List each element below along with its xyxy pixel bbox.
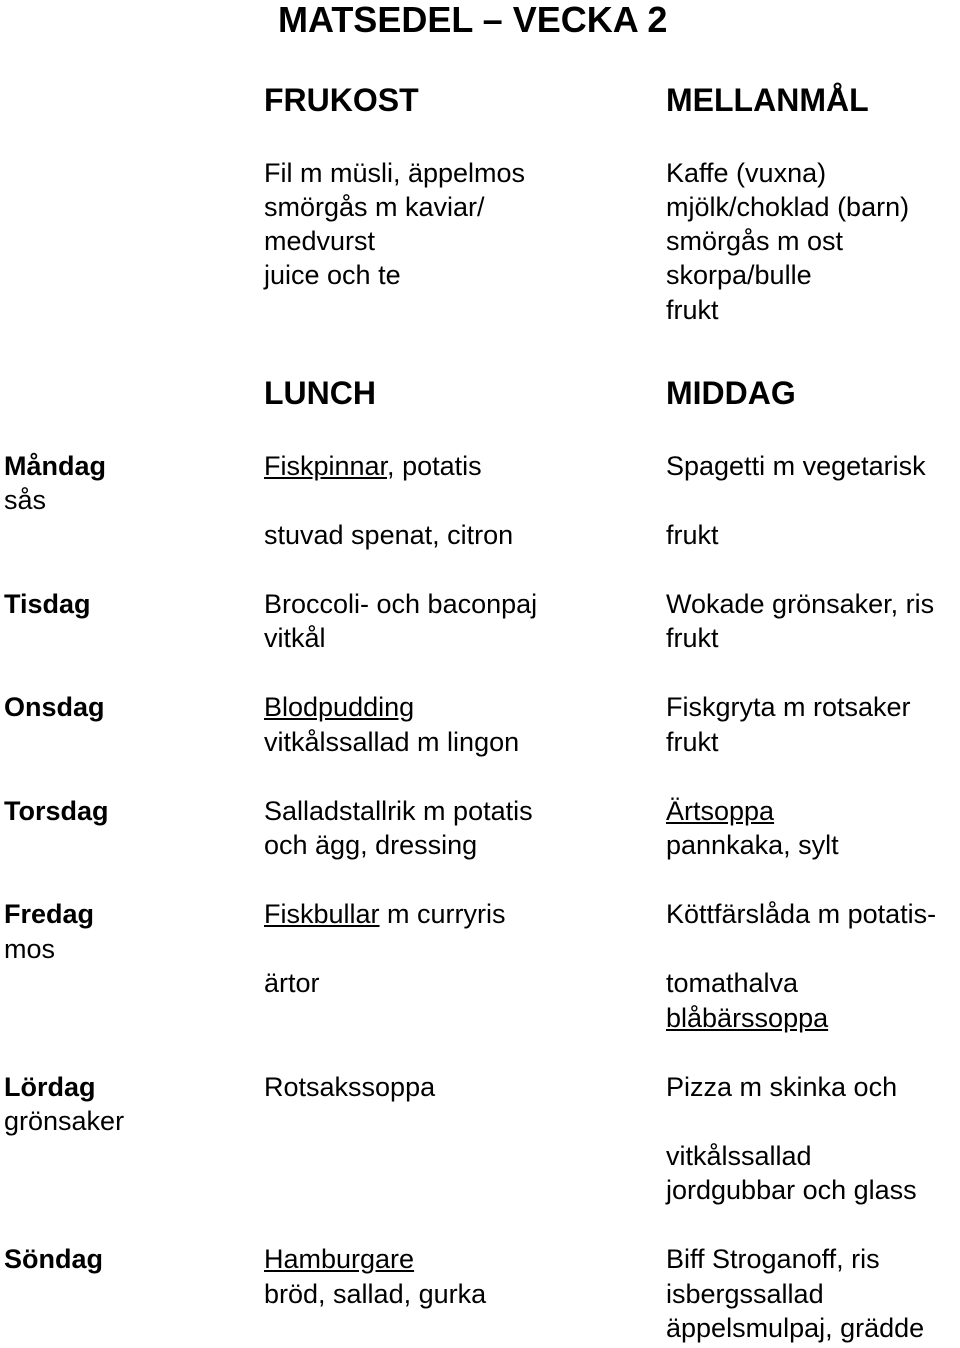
middag-line: tomathalva xyxy=(666,968,799,998)
frukost-line: smörgås m kaviar/ xyxy=(264,192,485,222)
day-continuation: sås xyxy=(4,485,47,515)
frukost-heading: FRUKOST xyxy=(264,82,419,118)
lunch-line: ärtor xyxy=(264,968,320,998)
middag-dessert: blåbärssoppa xyxy=(666,1003,829,1033)
frukost-line: medvurst xyxy=(264,226,376,256)
day-label-tisdag: Tisdag xyxy=(4,589,91,619)
middag-line: frukt xyxy=(666,727,719,757)
middag-line: frukt xyxy=(666,623,719,653)
day-label-sondag: Söndag xyxy=(4,1244,103,1274)
lunch-heading: LUNCH xyxy=(264,375,376,411)
lunch-line: bröd, sallad, gurka xyxy=(264,1279,487,1309)
day-continuation: mos xyxy=(4,934,56,964)
middag-line: pannkaka, sylt xyxy=(666,830,839,860)
day-label-mandag: Måndag xyxy=(4,451,107,481)
lunch-main-dish: Fiskbullar xyxy=(264,899,380,929)
lunch-main-dish: Blodpudding xyxy=(264,692,415,722)
mellanmal-heading: MELLANMÅL xyxy=(666,82,869,118)
mellanmal-line: smörgås m ost xyxy=(666,226,844,256)
lunch-mandag xyxy=(264,449,482,483)
middag-line: Köttfärslåda m potatis- xyxy=(666,899,937,929)
lunch-line: vitkål xyxy=(264,623,326,653)
lunch-main-dish: Hamburgare xyxy=(264,1244,415,1274)
middag-line: Pizza m skinka och xyxy=(666,1072,898,1102)
lunch-side: potatis xyxy=(394,451,482,481)
lunch-line: Salladstallrik m potatis xyxy=(264,796,533,826)
middag-line: Spagetti m vegetarisk xyxy=(666,451,926,481)
middag-line: Fiskgryta m rotsaker xyxy=(666,692,911,722)
page-title: MATSEDEL – VECKA 2 xyxy=(278,0,668,40)
middag-heading: MIDDAG xyxy=(666,375,796,411)
lunch-fredag xyxy=(264,897,506,931)
middag-line: vitkålssallad xyxy=(666,1141,812,1171)
lunch-side: m curryris xyxy=(379,899,506,929)
middag-main-dish: Ärtsoppa xyxy=(666,796,775,826)
day-label-fredag: Fredag xyxy=(4,899,95,929)
middag-line: frukt xyxy=(666,520,719,550)
frukost-line: juice och te xyxy=(264,260,401,290)
mellanmal-line: skorpa/bulle xyxy=(666,260,812,290)
lunch-line: stuvad spenat, citron xyxy=(264,520,514,550)
lunch-line: Broccoli- och baconpaj xyxy=(264,589,538,619)
middag-line: Biff Stroganoff, ris xyxy=(666,1244,880,1274)
mellanmal-line: mjölk/choklad (barn) xyxy=(666,192,910,222)
middag-line: äppelsmulpaj, grädde xyxy=(666,1313,925,1343)
mellanmal-line: Kaffe (vuxna) xyxy=(666,158,827,188)
middag-line: Wokade grönsaker, ris xyxy=(666,589,935,619)
lunch-line: vitkålssallad m lingon xyxy=(264,727,520,757)
lunch-line: Rotsakssoppa xyxy=(264,1072,436,1102)
day-label-lordag: Lördag xyxy=(4,1072,96,1102)
frukost-line: Fil m müsli, äppelmos xyxy=(264,158,526,188)
day-label-torsdag: Torsdag xyxy=(4,796,109,826)
day-label-onsdag: Onsdag xyxy=(4,692,105,722)
middag-line: jordgubbar och glass xyxy=(666,1175,917,1205)
day-continuation: grönsaker xyxy=(4,1106,125,1136)
lunch-main-dish: Fiskpinnar, xyxy=(264,451,395,481)
mellanmal-line: frukt xyxy=(666,295,719,325)
lunch-line: och ägg, dressing xyxy=(264,830,478,860)
middag-line: isbergssallad xyxy=(666,1279,824,1309)
